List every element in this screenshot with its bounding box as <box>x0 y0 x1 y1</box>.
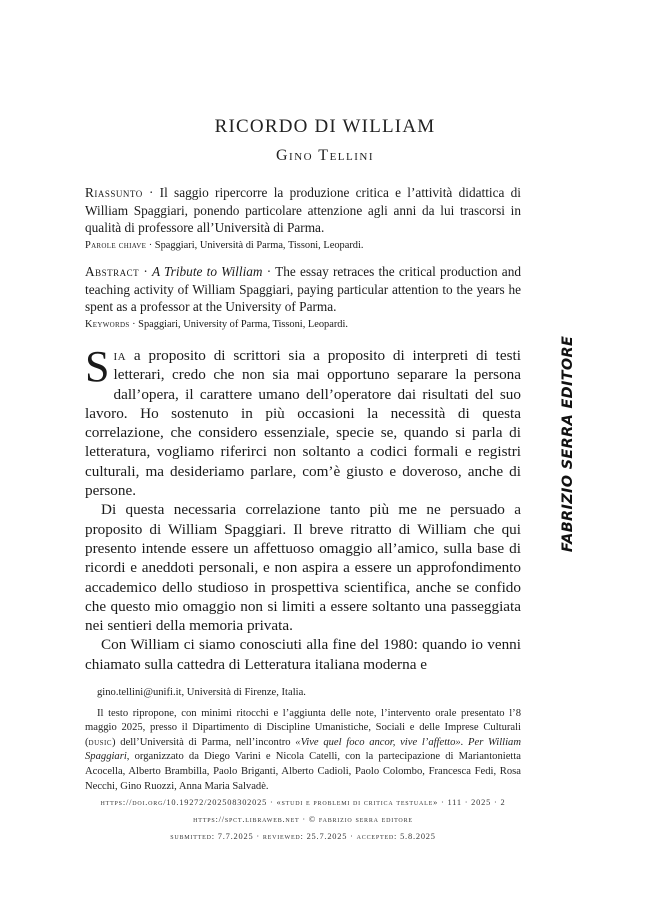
footnote-acronym: dusic <box>88 736 113 748</box>
parole-chiave-list: · Spaggiari, Università di Parma, Tissoni, Leopardi. <box>146 239 364 251</box>
riassunto-label: Riassunto <box>85 185 143 200</box>
parole-chiave-label: Parole chiave <box>85 239 147 251</box>
side-copyright-publisher: FABRIZIO SERRA EDITORE <box>560 335 576 553</box>
side-copyright-text <box>560 336 576 552</box>
author-name: Gino Tellini <box>275 147 375 164</box>
colophon-dates: submitted: 7.7.2025 · reviewed: 25.7.2025 · accepted: 5.8.2025 <box>170 832 436 841</box>
riassunto-text <box>85 184 521 237</box>
riassunto-block <box>85 184 521 253</box>
author-affiliation: gino.tellini@unifi.it, Università di Firenze, Italia. <box>97 687 306 698</box>
abstract-body: · The essay retraces the critical production and teaching activity of William Spaggiari, paying particular attention to the years he spent as a professor at the University of Parma. <box>85 264 521 314</box>
paragraph-1-smallcaps: ia <box>113 347 127 364</box>
keywords <box>85 318 521 332</box>
abstract-block <box>85 263 521 332</box>
body-text <box>85 342 521 674</box>
paragraph-3: Con William ci siamo conosciuti alla fine del 1980: quando io venni chiamato sulla cattedra di Letteratura italiana moderna e <box>85 636 521 673</box>
abstract-label: Abstract <box>85 264 140 279</box>
dropcap: S <box>85 342 110 391</box>
footnote-part-c: , organizzato da Diego Varini e Nicola Catelli, con la partecipazione di Mariantonietta Acocella, Alberto Brambilla, Paolo Briganti, Alberto Cadioli, Paolo Colombo, Francesca Fedi, Rosa Necchi, Gino Ruozzi, Anna Maria Salvadè. <box>85 751 521 792</box>
abstract-text <box>85 263 521 316</box>
keywords-list: · Spaggiari, University of Parma, Tissoni, Leopardi. <box>129 318 348 330</box>
paragraph-1-text: a proposito di scrittori sia a proposito di interpreti di testi letterari, credo che non sia mai opportuno separare la persona dall’opera, il carattere umano dell’operatore dai risultati del suo lavoro. Ho sostenuto in più occasioni la necessità di questa correlazione, che considero essenziale, specie se, quando si parla di letteratura, vogliamo riferirci non soltanto a codici formali e registri culturali, ma desideriamo parlare, com’è giusto e doveroso, anche di persone. <box>85 347 521 500</box>
riassunto-body: · Il saggio ripercorre la produzione critica e l’attività didattica di William Spaggiari, ponendo particolare attenzione agli anni da lui trascorsi in qualità di professore all’Università di Parma. <box>85 185 521 235</box>
side-copyright <box>548 200 588 688</box>
colophon-website: https://spct.libraweb.net · © fabrizio serra editore <box>193 815 413 824</box>
keywords-label: Keywords <box>85 318 130 330</box>
footnote-part-b: ) dell’Università di Parma, nell’incontro <box>112 736 296 748</box>
parole-chiave <box>85 239 521 253</box>
colophon-doi: https://doi.org/10.19272/202508302025 · «studi e problemi di critica testuale» · 111 · 2025 · 2 <box>100 798 506 807</box>
abstract-sep: · <box>139 264 152 279</box>
article-title: RICORDO DI WILLIAM <box>214 116 436 137</box>
paragraph-2: Di questa necessaria correlazione tanto più me ne persuado a proposito di William Spaggiari. Il breve ritratto di William che qui presento intende essere un affettuoso omaggio all’amico, sulla base di ricordi e aneddoti personali, e non aspira a essere un approfondimento accademico dello studioso in prospettiva scientifica, anche se confido che questo mio omaggio non si limiti a essere soltanto una passeggiata nei sentieri della memoria privata. <box>85 501 521 635</box>
paragraph-1 <box>85 342 521 500</box>
footnote-event-title: «Vive quel foco ancor, vive l’affetto». Per William Spaggiari <box>85 736 521 763</box>
footnotes <box>85 686 521 794</box>
footnote-part-a: Il testo ripropone, con minimi ritocchi e l’aggiunta delle note, l’intervento orale presentato l’8 maggio 2025, presso il Dipartimento di Discipline Umanistiche, Sociali e delle Imprese Culturali ( <box>85 707 521 748</box>
footnote-text <box>85 707 521 795</box>
abstract-italic-title: A Tribute to William <box>151 264 263 279</box>
